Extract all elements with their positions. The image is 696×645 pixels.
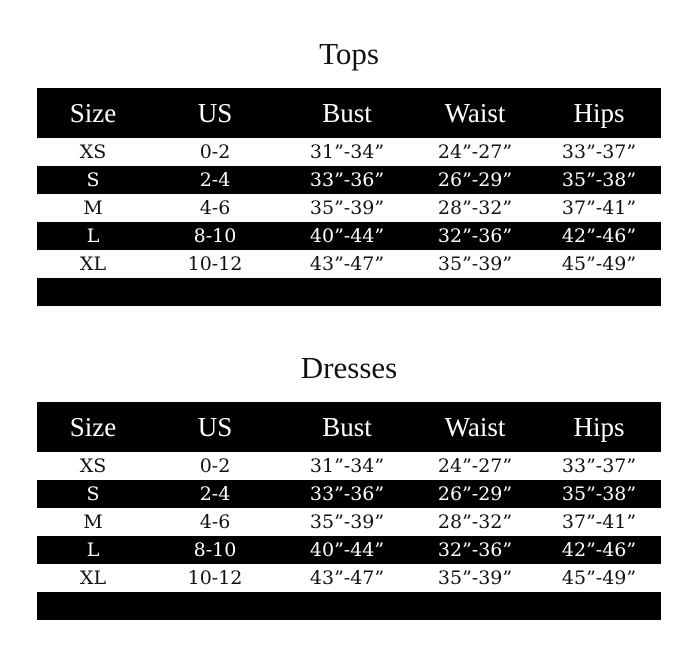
cell-hips: 37”-41”: [561, 511, 637, 533]
cell-size: M: [83, 197, 103, 219]
header-us: US: [197, 97, 233, 128]
cell-bust: 35”-39”: [309, 197, 385, 219]
table-row: [37, 166, 661, 194]
cell-waist: 35”-39”: [437, 253, 513, 275]
table-row: [37, 452, 661, 480]
table-row: [37, 508, 661, 536]
header-size: Size: [69, 97, 117, 128]
cell-size: L: [86, 225, 100, 247]
cell-size: XS: [79, 141, 107, 163]
header-us: US: [197, 411, 233, 442]
header-hips: Hips: [573, 97, 625, 128]
cell-size: XL: [79, 567, 107, 589]
cell-waist: 26”-29”: [437, 169, 513, 191]
table-row: [37, 536, 661, 564]
header-bust: Bust: [322, 411, 372, 442]
cell-bust: 43”-47”: [309, 253, 385, 275]
table-row: [37, 222, 661, 250]
cell-size: S: [86, 169, 100, 191]
dresses-size-table: [37, 402, 661, 620]
cell-size: S: [86, 483, 100, 505]
header-size: Size: [69, 411, 117, 442]
cell-waist: 32”-36”: [437, 225, 513, 247]
cell-bust: 43”-47”: [309, 567, 385, 589]
header-waist: Waist: [444, 411, 506, 442]
cell-size: L: [86, 539, 100, 561]
cell-us: 10-12: [187, 567, 243, 589]
cell-us: 2-4: [199, 483, 231, 505]
cell-waist: 35”-39”: [437, 567, 513, 589]
cell-us: 10-12: [187, 253, 243, 275]
table-header-row: [37, 402, 661, 452]
cell-us: 0-2: [199, 141, 231, 163]
cell-us: 2-4: [199, 169, 231, 191]
table-footer-band: [37, 592, 661, 620]
cell-bust: 31”-34”: [309, 455, 385, 477]
cell-hips: 33”-37”: [561, 455, 637, 477]
cell-bust: 33”-36”: [309, 483, 385, 505]
tops-title: Tops: [319, 36, 379, 71]
header-hips: Hips: [573, 411, 625, 442]
cell-waist: 28”-32”: [437, 197, 513, 219]
cell-us: 4-6: [199, 511, 231, 533]
cell-waist: 24”-27”: [437, 455, 513, 477]
cell-hips: 42”-46”: [561, 225, 637, 247]
cell-bust: 33”-36”: [309, 169, 385, 191]
cell-hips: 42”-46”: [561, 539, 637, 561]
cell-hips: 45”-49”: [561, 567, 637, 589]
cell-bust: 35”-39”: [309, 511, 385, 533]
cell-bust: 31”-34”: [309, 141, 385, 163]
tops-size-table: [37, 88, 661, 306]
cell-hips: 37”-41”: [561, 197, 637, 219]
table-header-row: [37, 88, 661, 138]
cell-size: M: [83, 511, 103, 533]
cell-waist: 26”-29”: [437, 483, 513, 505]
cell-us: 8-10: [193, 225, 237, 247]
cell-waist: 32”-36”: [437, 539, 513, 561]
cell-bust: 40”-44”: [309, 539, 385, 561]
cell-us: 8-10: [193, 539, 237, 561]
cell-us: 4-6: [199, 197, 231, 219]
cell-bust: 40”-44”: [309, 225, 385, 247]
cell-hips: 45”-49”: [561, 253, 637, 275]
cell-waist: 28”-32”: [437, 511, 513, 533]
table-footer-band: [37, 278, 661, 306]
cell-size: XS: [79, 455, 107, 477]
table-row: [37, 138, 661, 166]
cell-waist: 24”-27”: [437, 141, 513, 163]
cell-hips: 35”-38”: [561, 169, 637, 191]
cell-size: XL: [79, 253, 107, 275]
header-bust: Bust: [322, 97, 372, 128]
cell-us: 0-2: [199, 455, 231, 477]
cell-hips: 35”-38”: [561, 483, 637, 505]
header-waist: Waist: [444, 97, 506, 128]
cell-hips: 33”-37”: [561, 141, 637, 163]
table-row: [37, 480, 661, 508]
table-row: [37, 194, 661, 222]
table-row: [37, 250, 661, 278]
dresses-title: Dresses: [300, 350, 398, 385]
table-row: [37, 564, 661, 592]
